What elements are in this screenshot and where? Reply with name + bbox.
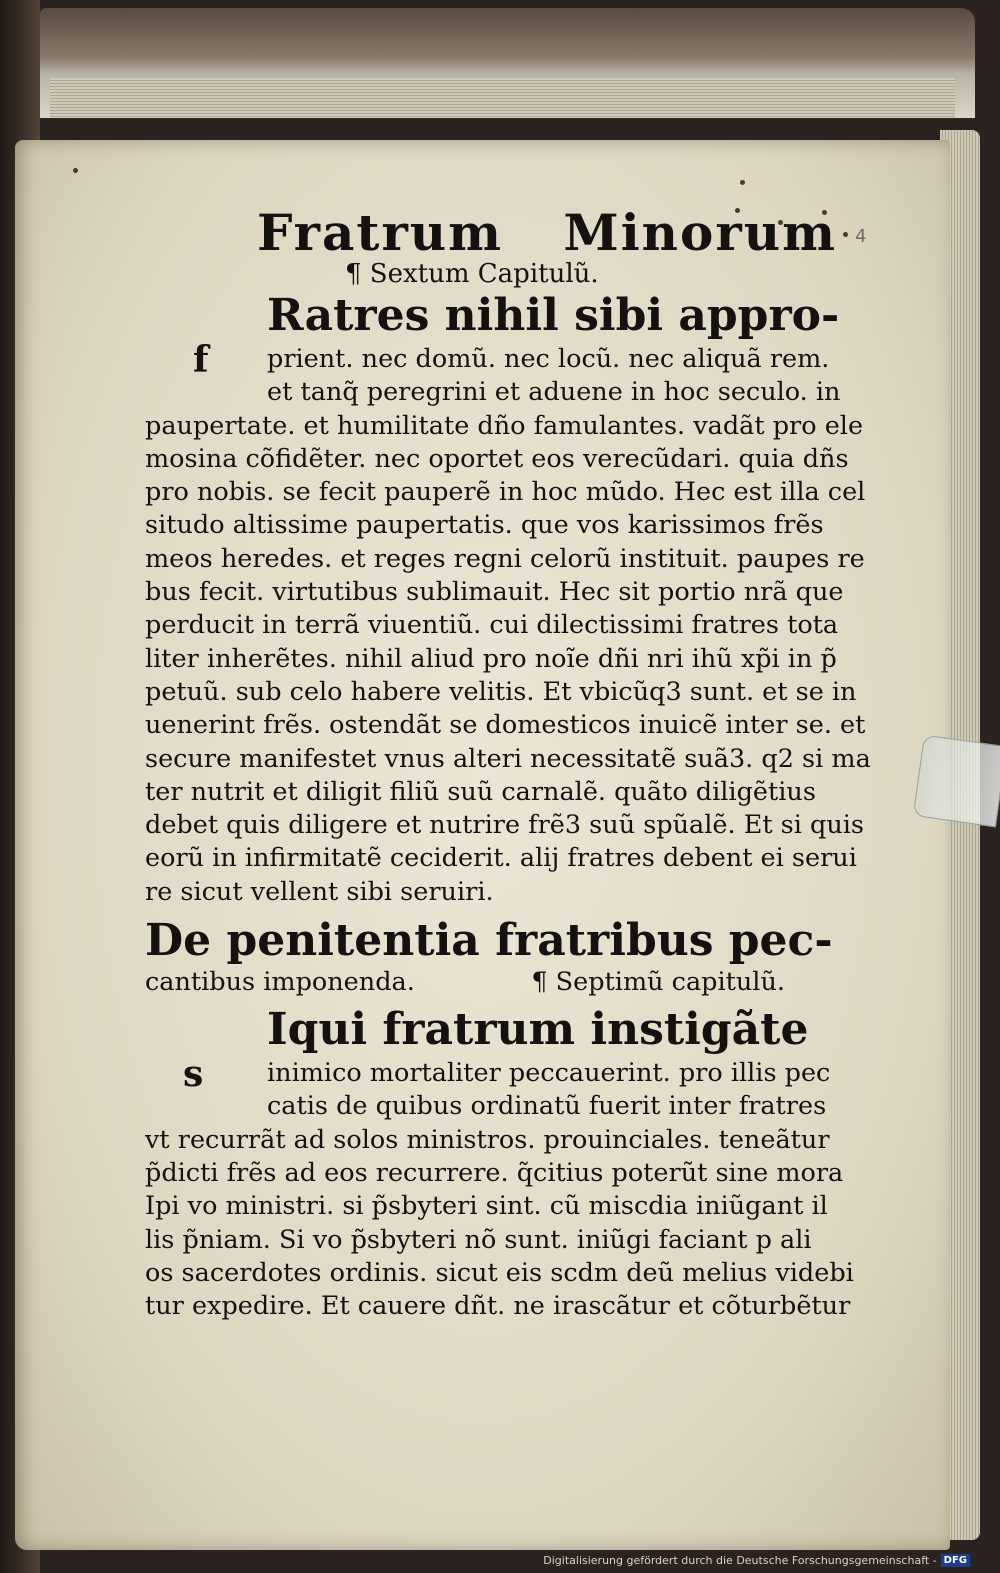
running-head-right: Minorum: [563, 203, 837, 262]
text-line: secure manifestet vnus alteri necessitatẽ suã3. q2 si ma: [145, 743, 871, 774]
text-line: inimico mortaliter peccauerint. pro illis pec: [267, 1058, 831, 1089]
text-line: os sacerdotes ordinis. sicut eis scdm deũ melius videbi: [145, 1257, 854, 1288]
running-head-left: Fratrum: [257, 203, 504, 262]
text-line: prient. nec domũ. nec locũ. nec aliquã rem.: [267, 344, 830, 374]
page-edges: [50, 78, 955, 118]
text-line: Ipi vo ministri. si p̃sbyteri sint. cũ miscdia iniũgant il: [145, 1191, 828, 1222]
text-line: mosina cõfidẽter. nec oportet eos verecũdari. quia dñs: [145, 443, 849, 474]
chapter-7-title-continuation: cantibus imponenda.: [145, 967, 415, 998]
text-line: perducit in terrã viuentiũ. cui dilectissimi fratres tota: [145, 610, 839, 641]
text-line: lis p̃niam. Si vo p̃sbyteri nõ sunt. iniũgi faciant p ali: [145, 1224, 812, 1255]
chapter-6-initial-guide-letter: f: [193, 339, 209, 381]
chapter-7-title: De penitentia fratribus pec-: [145, 915, 833, 967]
funding-credit: Digitalisierung gefördert durch die Deutsche Forschungsgemeinschaft -: [543, 1554, 937, 1567]
text-block: [145, 203, 871, 1323]
text-line: situdo altissime paupertatis. que vos karissimos frẽs: [145, 510, 824, 541]
text-line: paupertate. et humilitate dño famulantes. vadãt pro ele: [145, 410, 864, 441]
text-line: uenerint frẽs. ostendãt se domesticos inuicẽ inter se. et: [145, 710, 866, 741]
foxing-spot: [740, 180, 745, 185]
text-line: pro nobis. se fecit pauperẽ in hoc mũdo. Hec est illa cel: [145, 477, 866, 508]
text-line: ter nutrit et diligit filiũ suũ carnalẽ. quãto diligẽtius: [145, 776, 816, 807]
text-line: petuũ. sub celo habere velitis. Et vbicũq3 sunt. et se in: [145, 676, 857, 707]
chapter-7-subtitle-row: [145, 967, 785, 997]
chapter-7-body: [145, 1053, 854, 1323]
chapter-7-opening: Iqui fratrum instigãte: [267, 1004, 809, 1056]
text-line: eorũ in infirmitatẽ ceciderit. alij fratres debent ei serui: [145, 843, 857, 874]
text-line: liter inherẽtes. nihil aliud pro noĩe dñi nri ihũ xp̃i in p̃: [145, 643, 837, 674]
digitization-footer: [543, 1554, 970, 1567]
book-top-edge: [40, 8, 975, 118]
chapter-6-opening: Ratres nihil sibi appro-: [267, 290, 840, 341]
text-line: bus fecit. virtutibus sublimauit. Hec sit portio nrã que: [145, 577, 844, 608]
chapter-6-body: [145, 339, 871, 909]
text-line: meos heredes. et reges regni celorũ instituit. paupes re: [145, 543, 865, 574]
chapter-7-label: ¶ Septimũ capitulũ.: [531, 967, 785, 998]
text-line: re sicut vellent sibi seruiri.: [145, 876, 494, 907]
text-line: tur expedire. Et cauere dñt. ne irascãtur et cõturbẽtur: [145, 1291, 851, 1322]
text-line: debet quis diligere et nutrire frẽ3 suũ spũalẽ. Et si quis: [145, 810, 865, 841]
foxing-spot: [73, 168, 78, 173]
page-clip: [913, 735, 1000, 828]
text-line: et tanq̃ peregrini et aduene in hoc seculo. in: [267, 377, 841, 408]
text-line: vt recurrãt ad solos ministros. prouinciales. teneãtur: [145, 1124, 830, 1155]
chapter-7-initial-guide-letter: s: [183, 1053, 204, 1096]
text-line: catis de quibus ordinatũ fuerit inter fratres: [267, 1091, 827, 1122]
text-line: p̃dicti frẽs ad eos recurrere. q̃citius poterũt sine mora: [145, 1157, 844, 1188]
running-head: [257, 205, 837, 261]
foxing-spot: [843, 232, 848, 237]
dfg-logo: DFG: [941, 1554, 970, 1567]
chapter-6-label: ¶ Sextum Capitulũ.: [345, 259, 599, 289]
folio-number: 4: [855, 226, 867, 247]
